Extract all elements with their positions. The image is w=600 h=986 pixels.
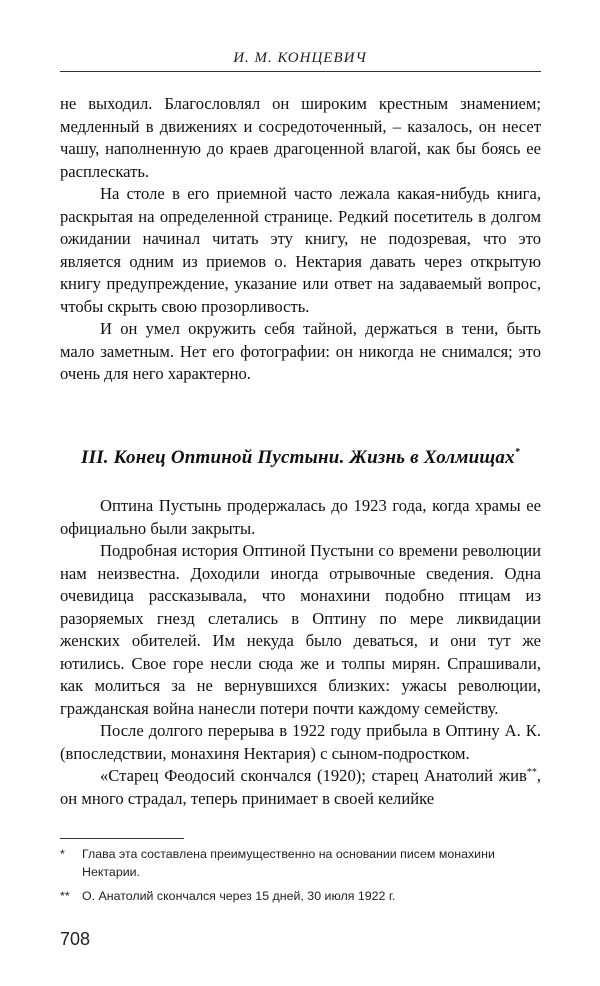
header-rule <box>60 71 541 72</box>
paragraph: Оптина Пустынь продержалась до 1923 года, когда храмы ее официально были закрыты. <box>60 496 541 538</box>
footnote-reference: * <box>514 447 520 458</box>
footnote <box>60 845 542 881</box>
paragraph: Подробная история Оптиной Пустыни со времени революции нам неизвестна. Доходили иногда отрывочные сведения. Одна очевидица рассказывала, что монахини подобно птицам из разоряемых гнезд слетались в Оптину по мере ликвидации женских обителей. Им некуда было деваться, и они тут же ютились. Свое горе несли сюда же и толпы мирян. Спрашивали, как молиться за не вернувшихся близких: ужасы революции, гражданская война нанесли потери почти каждому семейству. <box>60 541 541 718</box>
paragraph: После долгого перерыва в 1922 году прибыла в Оптину А. К. (впоследствии, монахиня Нектария) с сыном-подростком. <box>60 721 541 763</box>
footnote-reference: ** <box>526 767 537 778</box>
footnotes <box>60 845 542 911</box>
paragraph-text: «Старец Феодосий скончался (1920); старец Анатолий жив <box>100 766 527 785</box>
page-number: 708 <box>60 929 91 949</box>
section-heading-text: III. Конец Оптиной Пустыни. Жизнь в Холмищах <box>81 447 515 468</box>
paragraph: На столе в его приемной часто лежала какая-нибудь книга, раскрытая на определенной странице. Редкий посетитель в долгом ожидании начинал читать эту книгу, не подозревая, что это является одним из приемов о. Нектария давать через открытую книгу предупреждение, указание или ответ на задаваемый вопрос, чтобы скрыть свою прозорливость. <box>60 184 541 316</box>
footnote-rule <box>60 838 184 839</box>
paragraph <box>60 765 541 810</box>
section-heading <box>60 447 541 469</box>
footnote <box>60 887 542 905</box>
paragraph: не выходил. Благословлял он широким крестным знамением; медленный в движениях и сосредоточенный, – казалось, он несет чашу, наполненную до краев драгоценной влагой, как бы боясь ее расплескать. <box>60 94 541 181</box>
footnote-mark: ** <box>60 889 70 903</box>
text-block-bottom <box>60 495 541 810</box>
footnote-text: Глава эта составлена преимущественно на основании писем монахини Нектарии. <box>82 847 495 879</box>
paragraph: И он умел окружить себя тайной, держаться в тени, быть мало заметным. Нет его фотографии: он никогда не снимался; это очень для него характерно. <box>60 319 541 383</box>
running-head: И. М. КОНЦЕВИЧ <box>233 50 367 66</box>
footnote-mark: * <box>60 847 65 861</box>
footnote-text: О. Анатолий скончался через 15 дней, 30 июля 1922 г. <box>82 889 396 903</box>
paragraph-text: , он много страдал, теперь принимает в своей келийке <box>60 766 541 808</box>
text-block-top <box>60 93 541 386</box>
